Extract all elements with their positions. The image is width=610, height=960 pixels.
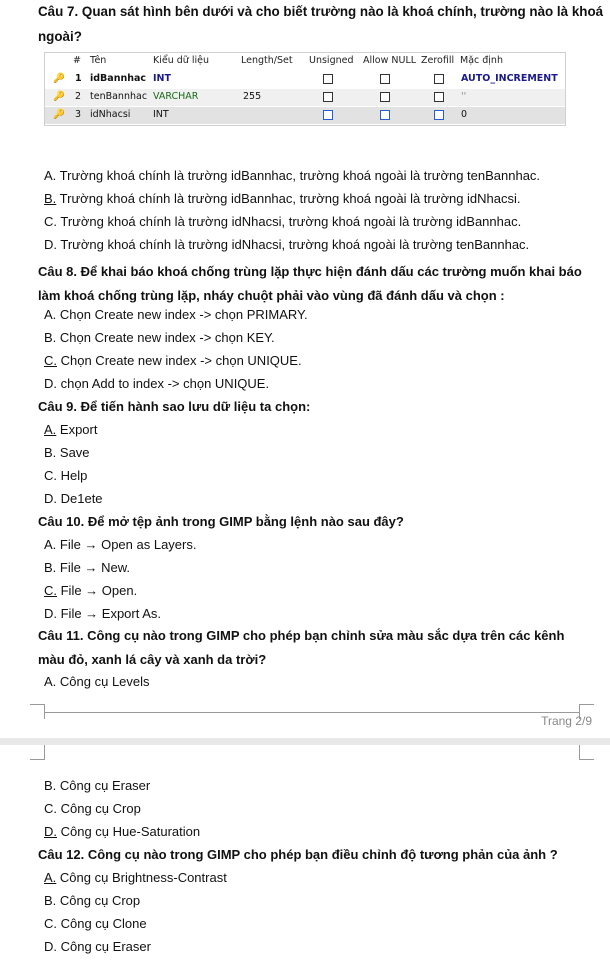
option-letter: B. [44, 778, 57, 793]
row-type: VARCHAR [153, 91, 199, 102]
q9-option-b [44, 445, 90, 461]
question-9-text: Câu 9. Để tiến hành sao lưu dữ liệu ta chọn: [38, 399, 311, 414]
table-row [45, 71, 565, 88]
option-text: chọn Add to index -> chọn UNIQUE. [57, 376, 270, 391]
primary-key-icon: 🔑 [53, 73, 65, 84]
row-default: '' [461, 91, 467, 102]
question-12-text: Câu 12. Công cụ nào trong GIMP cho phép bạn điều chỉnh độ tương phản của ảnh ? [38, 847, 558, 862]
option-letter: B. [44, 445, 57, 460]
q10-option-d [44, 606, 161, 622]
q10-option-a [44, 537, 196, 553]
option-text: Công cụ Crop [57, 801, 141, 816]
option-text: File → Open. [57, 583, 138, 598]
q9-option-a [44, 422, 97, 438]
q7-option-b [44, 191, 521, 207]
table-structure-screenshot [44, 52, 566, 126]
header-unsigned: Unsigned [309, 55, 354, 66]
option-text: Công cụ Crop [56, 893, 141, 908]
option-letter: D. [44, 939, 57, 954]
row-name: tenBannhac [90, 91, 148, 102]
q9-option-d [44, 491, 103, 507]
q7-option-a [44, 168, 540, 184]
zerofill-checkbox [434, 92, 444, 102]
option-letter: D. [44, 491, 57, 506]
question-7-text: Câu 7. Quan sát hình bên dưới và cho biết trường nào là khoá chính, trường nào là khoá [38, 4, 604, 19]
row-name: idNhacsi [90, 109, 131, 120]
q11-option-d [44, 824, 200, 840]
option-letter: C. [44, 801, 57, 816]
option-text: Chọn Create new index -> chọn UNIQUE. [57, 353, 302, 368]
option-text: File → New. [56, 560, 130, 575]
question-11-text: Câu 11. Công cụ nào trong GIMP cho phép bạn chỉnh sửa màu sắc dựa trên các kênh [38, 628, 565, 643]
option-letter: B. [44, 893, 57, 908]
table-row [45, 107, 565, 124]
row-num: 2 [75, 91, 82, 102]
option-letter-answer: D. [44, 824, 57, 839]
question-11-text-cont: màu đỏ, xanh lá cây và xanh da trời? [38, 652, 267, 667]
header-name: Tên [90, 55, 107, 66]
option-text: De1ete [57, 491, 103, 506]
option-text: File → Export As. [57, 606, 162, 621]
q8-option-c [44, 353, 302, 369]
q12-option-a [44, 870, 227, 886]
option-letter: A. [44, 674, 57, 689]
table-row [45, 89, 565, 106]
header-type: Kiểu dữ liệu [153, 55, 209, 66]
page-gap [0, 738, 610, 745]
option-letter: A. [44, 168, 57, 183]
q9-option-c [44, 468, 87, 484]
header-num: # [73, 55, 81, 66]
header-length: Length/Set [241, 55, 293, 66]
option-letter-answer: B. [44, 191, 57, 206]
zerofill-checkbox [434, 74, 444, 84]
page-3 [0, 745, 610, 960]
option-text: Công cụ Brightness-Contrast [56, 870, 227, 885]
row-num: 1 [75, 73, 82, 84]
allow-null-checkbox [380, 92, 390, 102]
question-10-text: Câu 10. Để mở tệp ảnh trong GIMP bằng lệnh nào sau đây? [38, 514, 404, 529]
option-letter-answer: C. [44, 583, 57, 598]
q8-option-a [44, 307, 308, 323]
option-letter: C. [44, 468, 57, 483]
option-text: Help [57, 468, 88, 483]
unsigned-checkbox [323, 92, 333, 102]
zerofill-checkbox [434, 110, 444, 120]
q12-option-c [44, 916, 147, 932]
option-text: Công cụ Eraser [57, 939, 151, 954]
row-name: idBannhac [90, 73, 147, 84]
q12-option-d [44, 939, 151, 955]
q7-option-c [44, 214, 521, 230]
header-default: Mặc định [460, 55, 503, 66]
option-letter-answer: C. [44, 353, 57, 368]
option-text: Trường khoá chính là trường idNhacsi, trường khoá ngoài là trường tenBannhac. [57, 237, 530, 252]
q11-option-a [44, 674, 150, 690]
option-text: Chọn Create new index -> chọn PRIMARY. [56, 307, 308, 322]
header-allow-null: Allow NULL [363, 55, 417, 66]
q7-option-d [44, 237, 529, 253]
allow-null-checkbox [380, 110, 390, 120]
unsigned-checkbox [323, 74, 333, 84]
question-8-text: Câu 8. Để khai báo khoá chống trùng lặp thực hiện đánh dấu các trường muốn khai báo [38, 264, 582, 279]
unsigned-checkbox [323, 110, 333, 120]
option-text: Trường khoá chính là trường idNhacsi, trường khoá ngoài là trường idBannhac. [57, 214, 522, 229]
page-corner-mark [30, 704, 45, 719]
option-letter: C. [44, 916, 57, 931]
table-header-row [45, 53, 565, 70]
row-type: INT [153, 109, 169, 120]
option-letter: B. [44, 330, 57, 345]
option-letter: D. [44, 606, 57, 621]
option-text: Trường khoá chính là trường idBannhac, trường khoá ngoài là trường idNhacsi. [56, 191, 521, 206]
option-text: Công cụ Hue-Saturation [57, 824, 201, 839]
option-text: Chọn Create new index -> chọn KEY. [56, 330, 275, 345]
option-letter: B. [44, 560, 57, 575]
q10-option-c [44, 583, 137, 599]
question-8-text-cont: làm khoá chống trùng lặp, nháy chuột phải vào vùng đã đánh dấu và chọn : [38, 288, 505, 303]
option-text: File → Open as Layers. [56, 537, 197, 552]
header-zerofill: Zerofill [421, 55, 455, 66]
option-letter-answer: A. [44, 870, 57, 885]
allow-null-checkbox [380, 74, 390, 84]
page-number-label: Trang 2/9 [541, 714, 592, 728]
option-letter: A. [44, 537, 57, 552]
option-letter: C. [44, 214, 57, 229]
page-corner-mark [30, 745, 45, 760]
option-text: Công cụ Eraser [56, 778, 151, 793]
question-7-text-cont: ngoài? [38, 29, 82, 44]
row-length: 255 [243, 91, 262, 102]
option-text: Công cụ Clone [57, 916, 147, 931]
q12-option-b [44, 893, 140, 909]
option-text: Export [56, 422, 98, 437]
option-letter-answer: A. [44, 422, 57, 437]
foreign-key-icon: 🔑 [53, 91, 65, 102]
option-letter: D. [44, 237, 57, 252]
page-margin-line [44, 712, 579, 713]
q11-option-c [44, 801, 141, 817]
key-icon: 🔑 [53, 109, 65, 120]
row-default: 0 [461, 109, 468, 120]
option-text: Công cụ Levels [56, 674, 150, 689]
q8-option-b [44, 330, 275, 346]
row-type: INT [153, 73, 171, 84]
q10-option-b [44, 560, 130, 576]
option-letter: D. [44, 376, 57, 391]
page-corner-mark [579, 745, 594, 760]
row-default: AUTO_INCREMENT [461, 73, 558, 84]
option-text: Save [56, 445, 90, 460]
q8-option-d [44, 376, 269, 392]
row-num: 3 [75, 109, 82, 120]
option-letter: A. [44, 307, 57, 322]
option-text: Trường khoá chính là trường idBannhac, trường khoá ngoài là trường tenBannhac. [56, 168, 541, 183]
q11-option-b [44, 778, 150, 794]
